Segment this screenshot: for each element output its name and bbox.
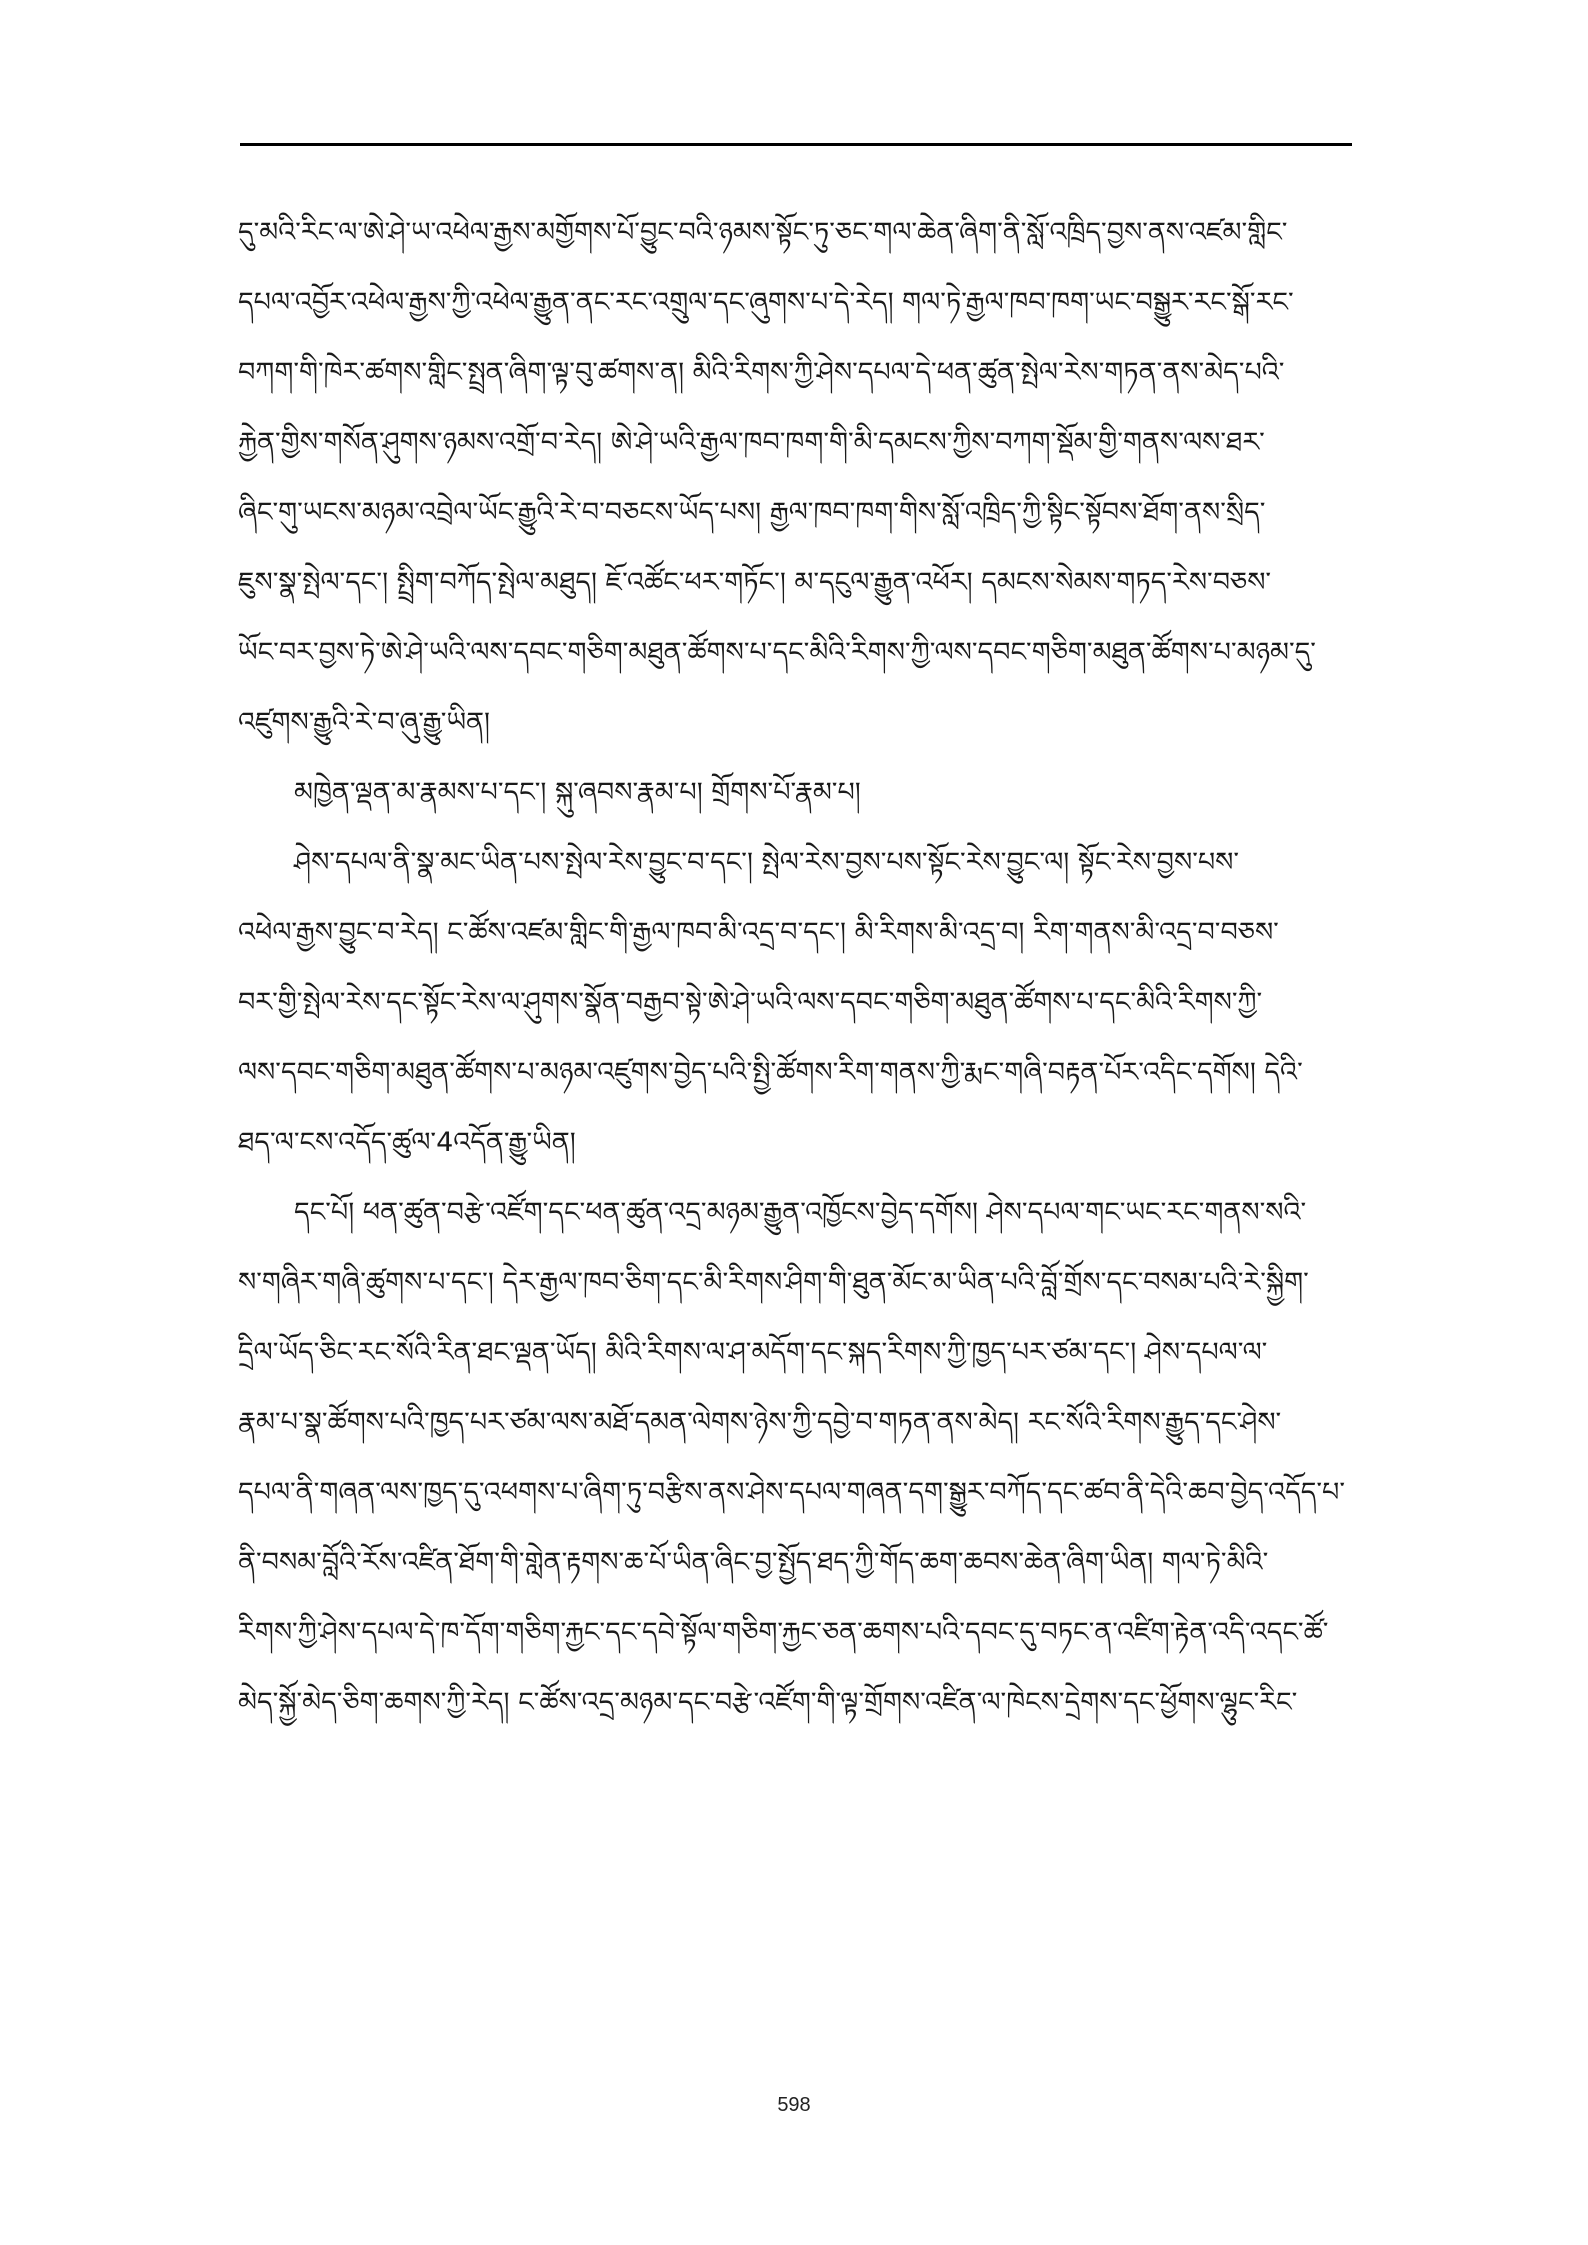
text-line: ལས་དབང་གཅིག་མཐུན་ཚོགས་པ་མཉམ་འཛུགས་བྱེད་པའི་སྤྱི་ཚོགས་རིག་གནས་ཀྱི་རྨང་གཞི་བརྟན་པོར་འདིང་དགོས། དེའི་ [238,1057,1303,1088]
text-line: མཁྱེན་ལྡན་མ་རྣམས་པ་དང་། སྐུ་ཞབས་རྣམ་པ། གྲོགས་པོ་རྣམ་པ། [294,777,861,808]
header-rule [240,143,1352,146]
text-line: ས་གཞིར་གཞི་ཚུགས་པ་དང་། དེར་རྒྱལ་ཁབ་ཅིག་དང་མི་རིགས་ཤིག་གི་ཐུན་མོང་མ་ཡིན་པའི་བློ་གྲོས་དང་བསམ་པའི་རེ་སྐྱིག་ [238,1267,1309,1298]
text-line: འཛུགས་རྒྱུའི་རེ་བ་ཞུ་རྒྱུ་ཡིན། [238,707,491,738]
text-line: ནི་བསམ་བློའི་རོས་འཛིན་ཐོག་གི་གླེན་རྟགས་ཆ་པོ་ཡིན་ཞིང་བྱ་སྤྱོད་ཐད་ཀྱི་གོད་ཆག་ཆབས་ཆེན་ཞིག་ཡིན། གལ་ཏེ་མིའི་ [238,1547,1269,1578]
text-line: དུ་མའི་རིང་ལ་ཨེ་ཤེ་ཡ་འཕེལ་རྒྱས་མགྱོགས་པོ་བྱུང་བའི་ཉམས་སྟོང་ཏུ་ཅང་གལ་ཆེན་ཞིག་ནི་སློ་འཁྲིད་བྱས་ནས་འཛམ་གླིང་ [238,217,1288,248]
text-line: ཡོང་བར་བྱས་ཏེ་ཨེ་ཤེ་ཡའི་ལས་དབང་གཅིག་མཐུན་ཚོགས་པ་དང་མིའི་རིགས་ཀྱི་ལས་དབང་གཅིག་མཐུན་ཚོགས་པ་མཉམ་དུ་ [238,637,1316,668]
text-line: དཔལ་ནི་གཞན་ལས་ཁྱད་དུ་འཕགས་པ་ཞིག་ཏུ་བརྩིས་ནས་ཤེས་དཔལ་གཞན་དག་སྒྱུར་བཀོད་དང་ཚབ་ནི་དེའི་ཆབ་བྱེད་འདོད་པ་ [238,1477,1345,1508]
text-line: རྣམ་པ་སྣ་ཚོགས་པའི་ཁྱད་པར་ཙམ་ལས་མཐོ་དམན་ལེགས་ཉེས་ཀྱི་དབྱེ་བ་གཏན་ནས་མེད། རང་སོའི་རིགས་རྒྱུད་དང་ཤེས་ [238,1407,1282,1438]
page-number: 598 [777,2094,811,2116]
text-line: འཕེལ་རྒྱས་བྱུང་བ་རེད། ང་ཚོས་འཛམ་གླིང་གི་རྒྱལ་ཁབ་མི་འདྲ་བ་དང་། མི་རིགས་མི་འདྲ་བ། རིག་གནས་མི་འདྲ་བ་བཅས་ [238,917,1279,948]
text-line: བཀག་གི་ཁེར་ཚགས་གླིང་སྤྲན་ཞིག་ལྟ་བུ་ཚགས་ན། མིའི་རིགས་ཀྱི་ཤེས་དཔལ་དེ་ཕན་ཚུན་སྤེལ་རེས་གཏན་ནས་མེད་པའི་ [238,357,1285,388]
body-text [238,198,1356,1808]
text-line: ཤེས་དཔལ་ནི་སྣ་མང་ཡིན་པས་སྤེལ་རེས་བྱུང་བ་དང་། སྤེལ་རེས་བྱས་པས་སྟོང་རེས་བྱུང་ལ། སྟོང་རེས་བྱས་པས་ [294,847,1240,878]
text-line: བར་གྱི་སྤེལ་རེས་དང་སྟོང་རེས་ལ་ཤུགས་སྣོན་བརྒྱབ་སྟེ་ཨེ་ཤེ་ཡའི་ལས་དབང་གཅིག་མཐུན་ཚོགས་པ་དང་མིའི་རིགས་ཀྱི་ [238,987,1263,1018]
text-line: ཇུས་སྣ་སྤེལ་དང་། སྤྲིག་བཀོད་སྤེལ་མཐུད། ཇོ་འཚོང་ཕར་གཏོང་། མ་དངུལ་རྒྱུན་འཕོར། དམངས་སེམས་གཏད་རེས་བཅས་ [238,567,1272,598]
text-line: དང་པོ། ཕན་ཚུན་བརྩེ་འཛོག་དང་ཕན་ཚུན་འདྲ་མཉམ་རྒྱུན་འཁྱོངས་བྱེད་དགོས། ཤེས་དཔལ་གང་ཡང་རང་གནས་སའི་ [294,1197,1307,1228]
text-line [238,1738,1356,1808]
text-line: རྐྱེན་གྱིས་གསོན་ཤུགས་ཉམས་འགྲོ་བ་རེད། ཨེ་ཤེ་ཡའི་རྒྱལ་ཁབ་ཁག་གི་མི་དམངས་ཀྱིས་བཀག་སྡོམ་གྱི་གནས་ལས་ཐར་ [238,427,1265,458]
text-line: ཞིང་གུ་ཡངས་མཉམ་འབྲེལ་ཡོང་རྒྱུའི་རེ་བ་བཅངས་ཡོད་པས། རྒྱལ་ཁབ་ཁག་གིས་སློ་འཁྲིད་ཀྱི་སྟིང་སྟོབས་ཐོག་ནས་སྲིད་ [238,497,1266,528]
text-line: རིགས་ཀྱི་ཤེས་དཔལ་དེ་ཁ་དོག་གཅིག་རྐྱང་དང་དབེ་སྟོལ་གཅིག་རྐྱང་ཅན་ཆགས་པའི་དབང་དུ་བཏང་ན་འཛིག་རྟེན་འདི་འདང་ཚོ་ [238,1617,1329,1648]
text-line: དཔལ་འབྱོར་འཕེལ་རྒྱས་ཀྱི་འཕེལ་རྒྱུན་ནང་རང་འགྲུལ་དང་ཞུགས་པ་དེ་རེད། གལ་ཏེ་རྒྱལ་ཁབ་ཁག་ཡང་བསྒྱུར་རང་སྒོ་རང་ [238,287,1294,318]
text-line: ཐད་ལ་ངས་འདོད་ཚུལ་4འདོན་རྒྱུ་ཡིན། [238,1127,576,1158]
text-line: དྲིལ་ཡོད་ཅིང་རང་སོའི་རིན་ཐང་ལྡན་ཡོད། མིའི་རིགས་ལ་ཤ་མདོག་དང་སྐད་རིགས་ཀྱི་ཁྱད་པར་ཙམ་དང་། ཤེས་དཔལ་ལ་ [238,1337,1268,1368]
text-line: མེད་སྐྱོ་མེད་ཅིག་ཆགས་ཀྱི་རེད། ང་ཚོས་འདྲ་མཉམ་དང་བརྩེ་འཛོག་གི་ལྟ་གྲོགས་འཛིན་ལ་ཁེངས་དྲེགས་དང་ཕྱོགས་ལྷུང་རིང་ [238,1687,1298,1718]
